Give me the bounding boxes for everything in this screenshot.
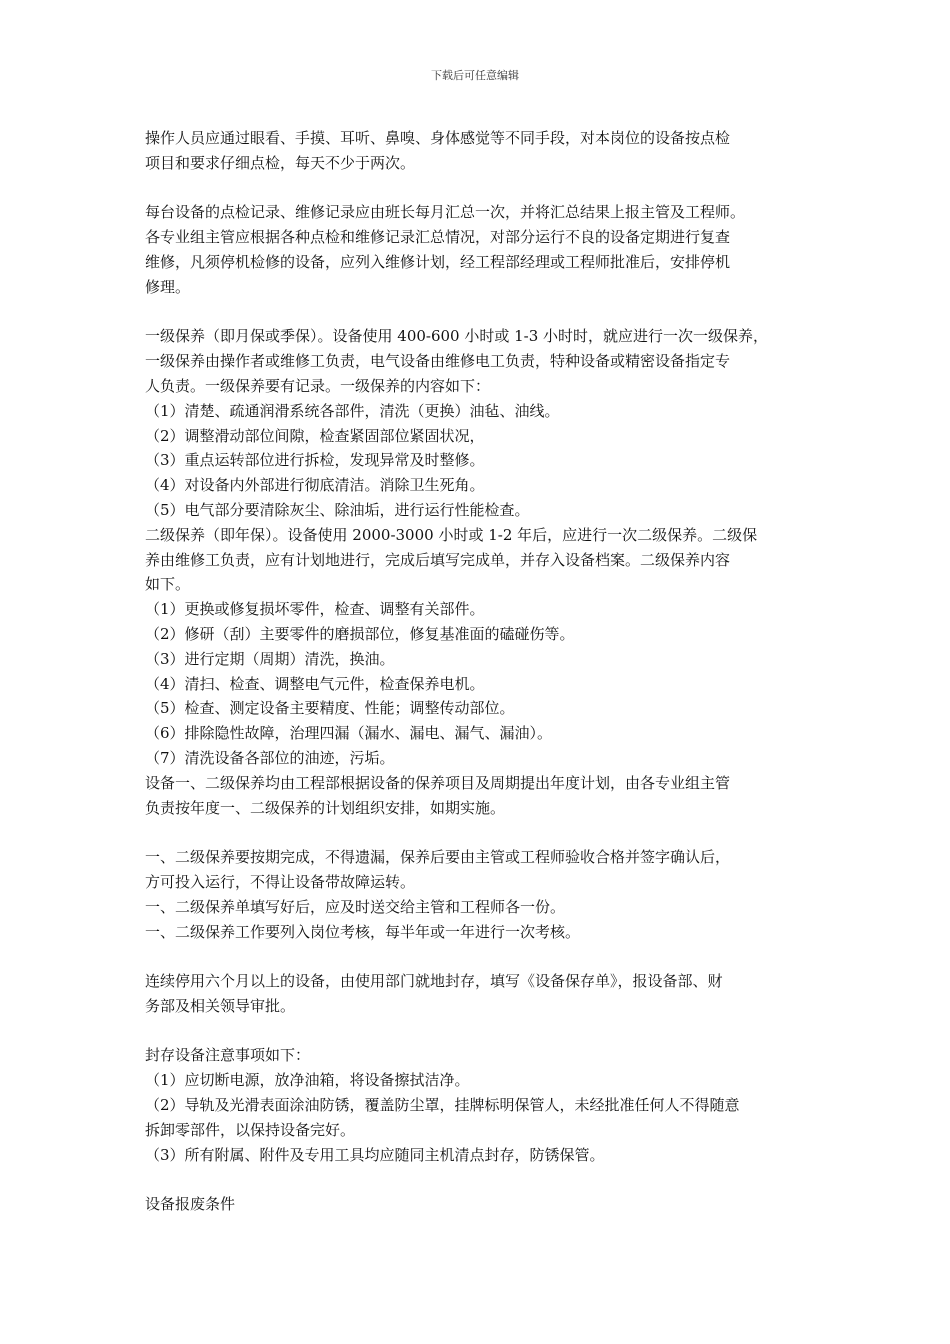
list-item: （3）进行定期（周期）清洗，换油。 bbox=[145, 649, 395, 668]
document-body bbox=[145, 126, 815, 1217]
paragraph-spacer bbox=[145, 1167, 815, 1192]
header-note: 下载后可任意编辑 bbox=[431, 69, 519, 82]
text-line: 一级保养由操作者或维修工负责，电气设备由维修电工负责，特种设备或精密设备指定专 bbox=[145, 352, 731, 371]
text-line: 负责按年度一、二级保养的计划组织安排，如期实施。 bbox=[145, 798, 506, 817]
text-line: 封存设备注意事项如下： bbox=[145, 1046, 311, 1065]
text-line: 各专业组主管应根据各种点检和维修记录汇总情况，对部分运行不良的设备定期进行复查 bbox=[145, 228, 731, 247]
list-item: （5）检查、测定设备主要精度、性能；调整传动部位。 bbox=[145, 699, 515, 718]
list-item: （3）重点运转部位进行拆检，发现异常及时整修。 bbox=[145, 451, 485, 470]
paragraph-spacer bbox=[145, 300, 815, 325]
list-item: （6）排除隐性故障，治理四漏（漏水、漏电、漏气、漏油）。 bbox=[145, 724, 553, 743]
list-item: （2）调整滑动部位间隙，检查紧固部位紧固状况， bbox=[145, 426, 485, 445]
text-line: 一、二级保养要按期完成，不得遗漏，保养后要由主管或工程师验收合格并签字确认后， bbox=[145, 848, 731, 867]
list-item: （1）应切断电源，放净油箱，将设备擦拭洁净。 bbox=[145, 1071, 470, 1090]
list-item: （5）电气部分要清除灰尘、除油垢，进行运行性能检查。 bbox=[145, 500, 530, 519]
text-line: 二级保养（即年保）。设备使用 2000-3000 小时或 1-2 年后，应进行一次二级保养。二级保 bbox=[145, 525, 758, 544]
text-line: 一、二级保养单填写好后，应及时送交给主管和工程师各一份。 bbox=[145, 897, 566, 916]
list-item: （1）更换或修复损坏零件，检查、调整有关部件。 bbox=[145, 600, 485, 619]
text-line: 一级保养（即月保或季保）。设备使用 400-600 小时或 1-3 小时时，就应进行一次一级保养， bbox=[145, 327, 769, 346]
text-line: 养由维修工负责，应有计划地进行，完成后填写完成单，并存入设备档案。二级保养内容 bbox=[145, 550, 731, 569]
text-line: 务部及相关领导审批。 bbox=[145, 996, 296, 1015]
list-item: （1）清楚、疏通润滑系统各部件，清洗（更换）油毡、油线。 bbox=[145, 401, 560, 420]
paragraph-spacer bbox=[145, 820, 815, 845]
list-item: （4）对设备内外部进行彻底清洁。消除卫生死角。 bbox=[145, 476, 485, 495]
text-line: 项目和要求仔细点检，每天不少于两次。 bbox=[145, 153, 416, 172]
list-item: （2）修研（刮）主要零件的磨损部位，修复基准面的磕碰伤等。 bbox=[145, 624, 575, 643]
text-line: 维修，凡须停机检修的设备，应列入维修计划，经工程部经理或工程师批准后，安排停机 bbox=[145, 252, 731, 271]
list-item: （7）清洗设备各部位的油迹，污垢。 bbox=[145, 748, 395, 767]
text-line: 修理。 bbox=[145, 277, 191, 296]
text-line: 方可投入运行，不得让设备带故障运转。 bbox=[145, 872, 416, 891]
text-line: 连续停用六个月以上的设备，由使用部门就地封存，填写《设备保存单》，报设备部、财 bbox=[145, 972, 723, 991]
text-line: 如下。 bbox=[145, 575, 191, 594]
paragraph-spacer bbox=[145, 944, 815, 969]
text-line: 操作人员应通过眼看、手摸、耳听、鼻嗅、身体感觉等不同手段，对本岗位的设备按点检 bbox=[145, 129, 731, 147]
text-line: 一、二级保养工作要列入岗位考核，每半年或一年进行一次考核。 bbox=[145, 922, 581, 941]
text-line: 每台设备的点检记录、维修记录应由班长每月汇总一次，并将汇总结果上报主管及工程师。 bbox=[145, 203, 746, 222]
list-item: （3）所有附属、附件及专用工具均应随同主机清点封存，防锈保管。 bbox=[145, 1145, 605, 1164]
section-heading: 设备报废条件 bbox=[145, 1195, 236, 1214]
list-item: （2）导轨及光滑表面涂油防锈，覆盖防尘罩，挂牌标明保管人，未经批准任何人不得随意 bbox=[145, 1096, 740, 1115]
text-line: 拆卸零部件，以保持设备完好。 bbox=[145, 1120, 356, 1139]
text-line: 设备一、二级保养均由工程部根据设备的保养项目及周期提出年度计划，由各专业组主管 bbox=[145, 773, 731, 792]
paragraph-spacer bbox=[145, 176, 815, 201]
text-line: 人负责。一级保养要有记录。一级保养的内容如下： bbox=[145, 376, 491, 395]
list-item: （4）清扫、检查、调整电气元件，检查保养电机。 bbox=[145, 674, 485, 693]
paragraph-spacer bbox=[145, 1019, 815, 1044]
